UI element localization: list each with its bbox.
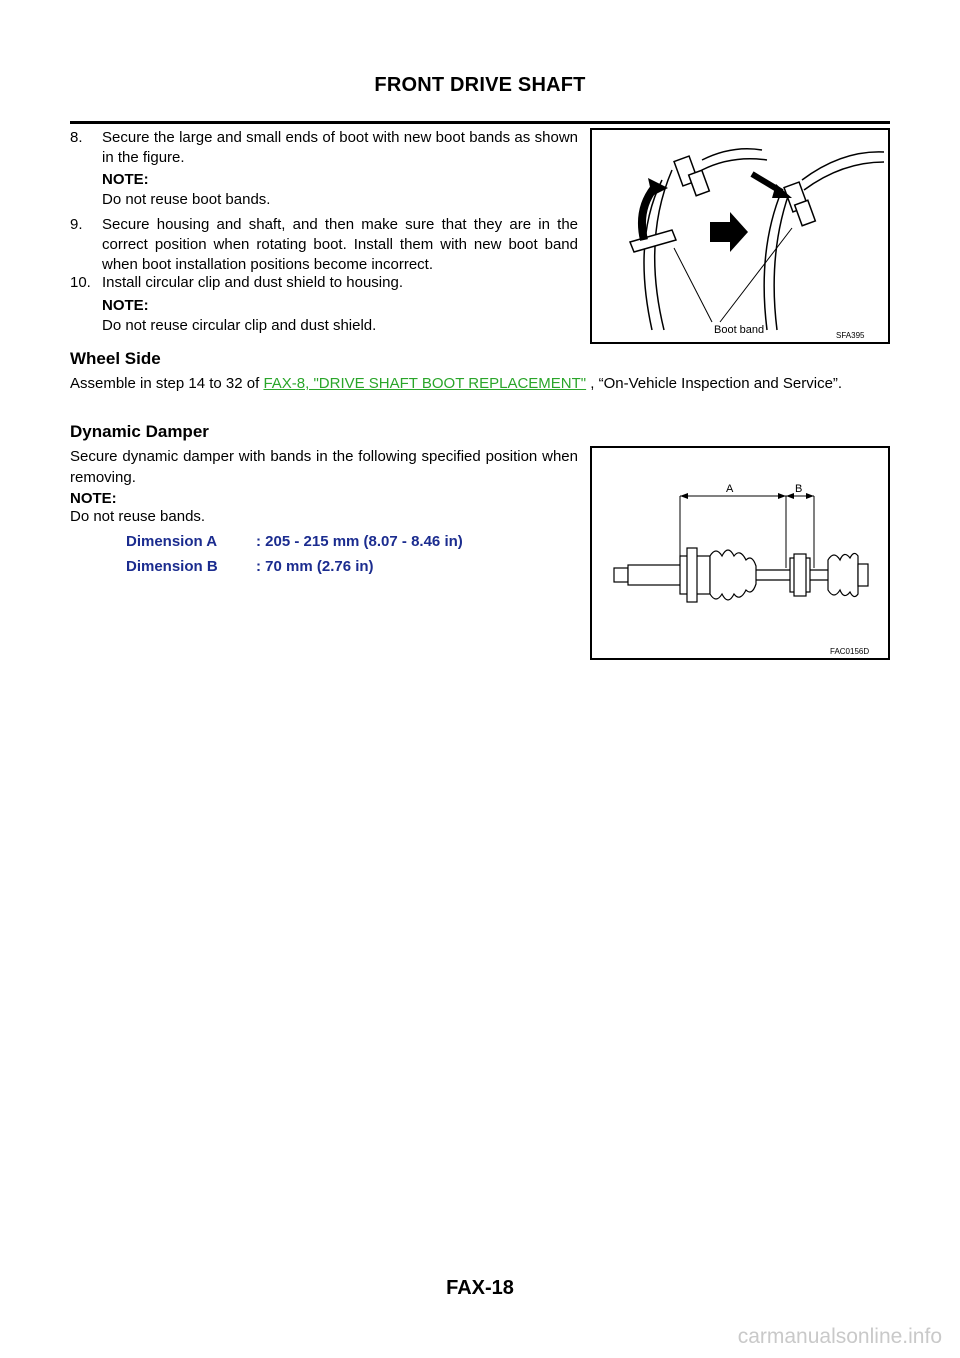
dynamic-damper-figure bbox=[590, 446, 890, 660]
boot-band-illustration bbox=[592, 130, 888, 342]
fax-8-link[interactable]: FAX-8, "DRIVE SHAFT BOOT REPLACEMENT" bbox=[263, 375, 587, 392]
note-label: NOTE: bbox=[70, 490, 117, 507]
boot-band-label: Boot band bbox=[714, 324, 765, 336]
spec-value: : 205 - 215 mm (8.07 - 8.46 in) bbox=[256, 533, 463, 550]
note-text: Do not reuse bands. bbox=[70, 508, 206, 525]
figure-code: SFA395 bbox=[836, 331, 865, 340]
boot-band-figure bbox=[590, 128, 890, 344]
note-label: NOTE: bbox=[102, 297, 149, 314]
step-text: Secure housing and shaft, and then make sure that they are in the correct position when rotating boot. Install them with new boot band when boot installation positions become incorrect. bbox=[102, 216, 578, 273]
wheel-side-text-before: Assemble in step 14 to 32 of bbox=[70, 375, 264, 392]
wheel-side-heading: Wheel Side bbox=[70, 349, 161, 368]
wheel-side-text bbox=[70, 373, 888, 394]
step-text: Secure the large and small ends of boot with new boot bands as shown in the figure. bbox=[102, 129, 578, 166]
watermark: carmanualsonline.info bbox=[737, 1325, 942, 1348]
page-title: FRONT DRIVE SHAFT bbox=[374, 74, 586, 96]
page-number: FAX-18 bbox=[446, 1277, 514, 1299]
note-text: Do not reuse circular clip and dust shield. bbox=[102, 317, 377, 334]
header-rule bbox=[70, 121, 890, 124]
spec-label: Dimension B bbox=[126, 558, 218, 575]
step-number: 8. bbox=[70, 129, 83, 146]
dynamic-damper-text: Secure dynamic damper with bands in the following specified position when removing. bbox=[70, 448, 578, 486]
step-10 bbox=[70, 273, 578, 293]
figure-code: FAC0156D bbox=[830, 647, 870, 656]
spec-dimension-a bbox=[126, 533, 463, 550]
spec-dimension-b bbox=[126, 558, 374, 575]
note-text: Do not reuse boot bands. bbox=[102, 191, 271, 208]
dynamic-damper-heading: Dynamic Damper bbox=[70, 422, 209, 441]
step-number: 10. bbox=[70, 274, 91, 291]
step-9 bbox=[70, 215, 578, 275]
step-text: Install circular clip and dust shield to housing. bbox=[102, 274, 403, 291]
note-label: NOTE: bbox=[102, 171, 149, 188]
wheel-side-text-after: , “On-Vehicle Inspection and Service”. bbox=[586, 375, 843, 392]
step-8 bbox=[70, 128, 578, 168]
step-number: 9. bbox=[70, 216, 83, 233]
spec-label: Dimension A bbox=[126, 533, 218, 550]
spec-value: : 70 mm (2.76 in) bbox=[256, 558, 374, 575]
dimension-b-label: B bbox=[795, 483, 803, 495]
dynamic-damper-illustration bbox=[592, 448, 888, 658]
dimension-a-label: A bbox=[726, 483, 734, 495]
